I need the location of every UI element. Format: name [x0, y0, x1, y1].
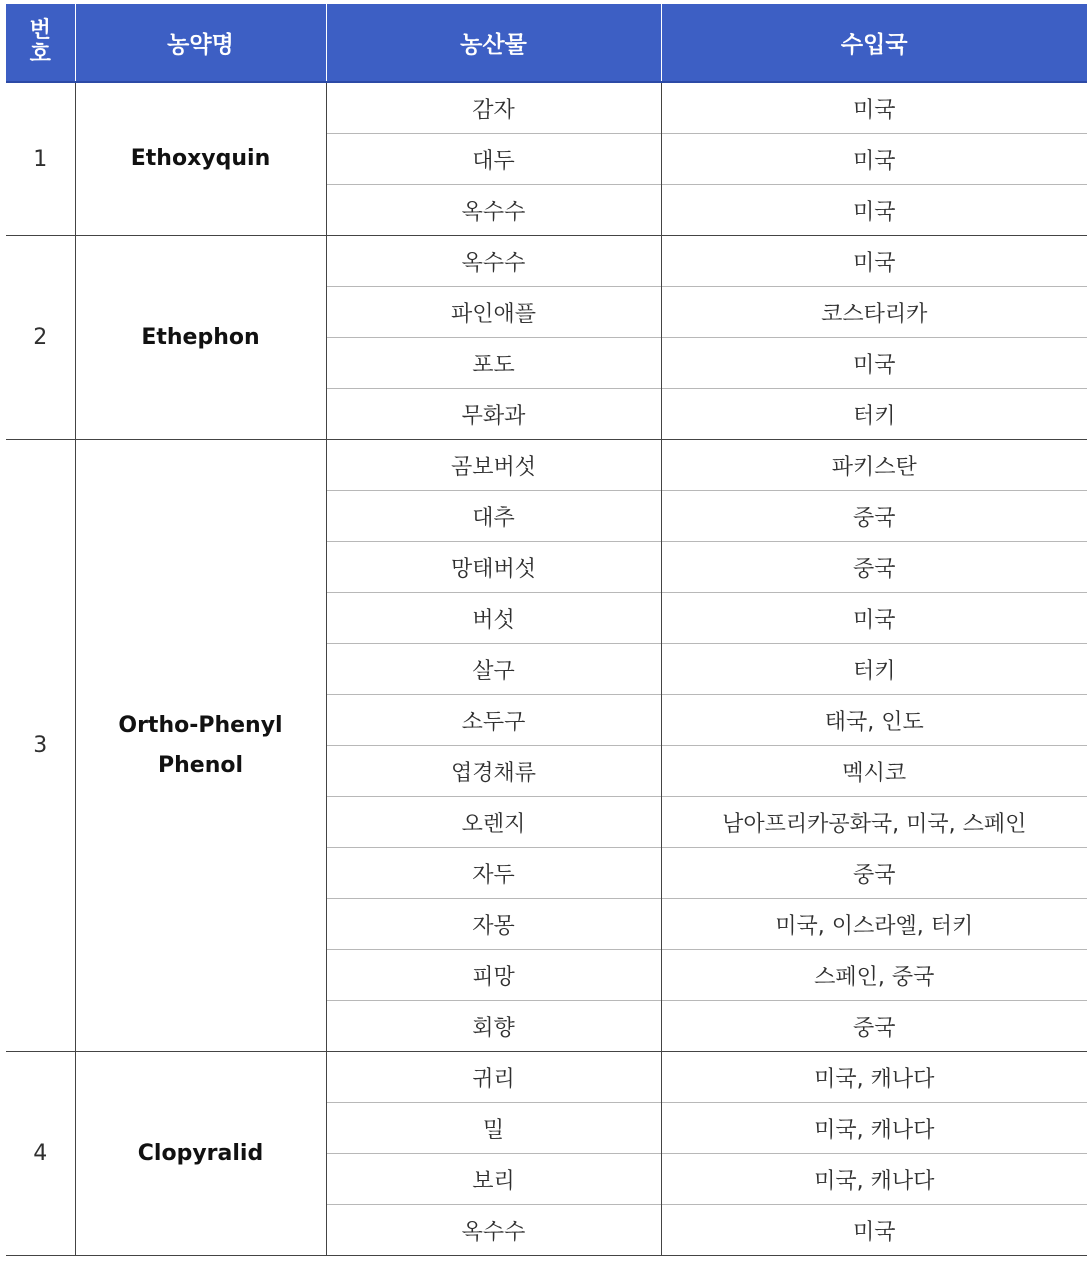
crop-cell: 귀리	[326, 1052, 661, 1103]
country-cell: 중국	[661, 542, 1087, 593]
crop-cell: 자두	[326, 848, 661, 899]
row-number: 3	[6, 440, 75, 1052]
crop-cell: 살구	[326, 644, 661, 695]
country-cell: 미국	[661, 593, 1087, 644]
country-cell: 중국	[661, 848, 1087, 899]
crop-cell: 소두구	[326, 695, 661, 746]
country-cell: 터키	[661, 389, 1087, 440]
header-crop: 농산물	[326, 4, 661, 82]
crop-cell: 밀	[326, 1103, 661, 1154]
header-pesticide: 농약명	[75, 4, 326, 82]
row-number: 4	[6, 1052, 75, 1256]
country-cell: 코스타리카	[661, 287, 1087, 338]
crop-cell: 망태버섯	[326, 542, 661, 593]
crop-cell: 피망	[326, 950, 661, 1001]
row-number: 1	[6, 82, 75, 236]
country-cell: 중국	[661, 491, 1087, 542]
pesticide-name: Ethoxyquin	[75, 82, 326, 236]
country-cell: 파키스탄	[661, 440, 1087, 491]
country-cell: 미국	[661, 1205, 1087, 1256]
crop-cell: 옥수수	[326, 1205, 661, 1256]
country-cell: 미국, 캐나다	[661, 1103, 1087, 1154]
crop-cell: 엽경채류	[326, 746, 661, 797]
crop-cell: 자몽	[326, 899, 661, 950]
country-cell: 멕시코	[661, 746, 1087, 797]
crop-cell: 옥수수	[326, 185, 661, 236]
crop-cell: 버섯	[326, 593, 661, 644]
header-number: 번 호	[6, 4, 75, 82]
country-cell: 미국	[661, 134, 1087, 185]
pesticide-import-table	[6, 4, 1087, 1256]
crop-cell: 오렌지	[326, 797, 661, 848]
table-row	[6, 236, 1087, 287]
country-cell: 미국	[661, 82, 1087, 134]
country-cell: 터키	[661, 644, 1087, 695]
pesticide-name	[75, 440, 326, 1052]
pesticide-name-line1: Ortho-Phenyl	[118, 712, 283, 738]
country-cell: 남아프리카공화국, 미국, 스페인	[661, 797, 1087, 848]
crop-cell: 대추	[326, 491, 661, 542]
crop-cell: 보리	[326, 1154, 661, 1205]
crop-cell: 포도	[326, 338, 661, 389]
country-cell: 미국, 캐나다	[661, 1154, 1087, 1205]
country-cell: 미국	[661, 185, 1087, 236]
crop-cell: 무화과	[326, 389, 661, 440]
table-row	[6, 440, 1087, 491]
pesticide-name-line2: Phenol	[157, 752, 244, 778]
country-cell: 미국	[661, 236, 1087, 287]
crop-cell: 곰보버섯	[326, 440, 661, 491]
table-row	[6, 1052, 1087, 1103]
crop-cell: 회향	[326, 1001, 661, 1052]
header-row	[6, 4, 1087, 82]
crop-cell: 대두	[326, 134, 661, 185]
header-country: 수입국	[661, 4, 1087, 82]
country-cell: 미국, 캐나다	[661, 1052, 1087, 1103]
pesticide-name: Clopyralid	[75, 1052, 326, 1256]
crop-cell: 파인애플	[326, 287, 661, 338]
country-cell: 미국	[661, 338, 1087, 389]
table-row	[6, 82, 1087, 134]
pesticide-name: Ethephon	[75, 236, 326, 440]
country-cell: 중국	[661, 1001, 1087, 1052]
row-number: 2	[6, 236, 75, 440]
country-cell: 미국, 이스라엘, 터키	[661, 899, 1087, 950]
crop-cell: 감자	[326, 82, 661, 134]
country-cell: 스페인, 중국	[661, 950, 1087, 1001]
country-cell: 태국, 인도	[661, 695, 1087, 746]
crop-cell: 옥수수	[326, 236, 661, 287]
